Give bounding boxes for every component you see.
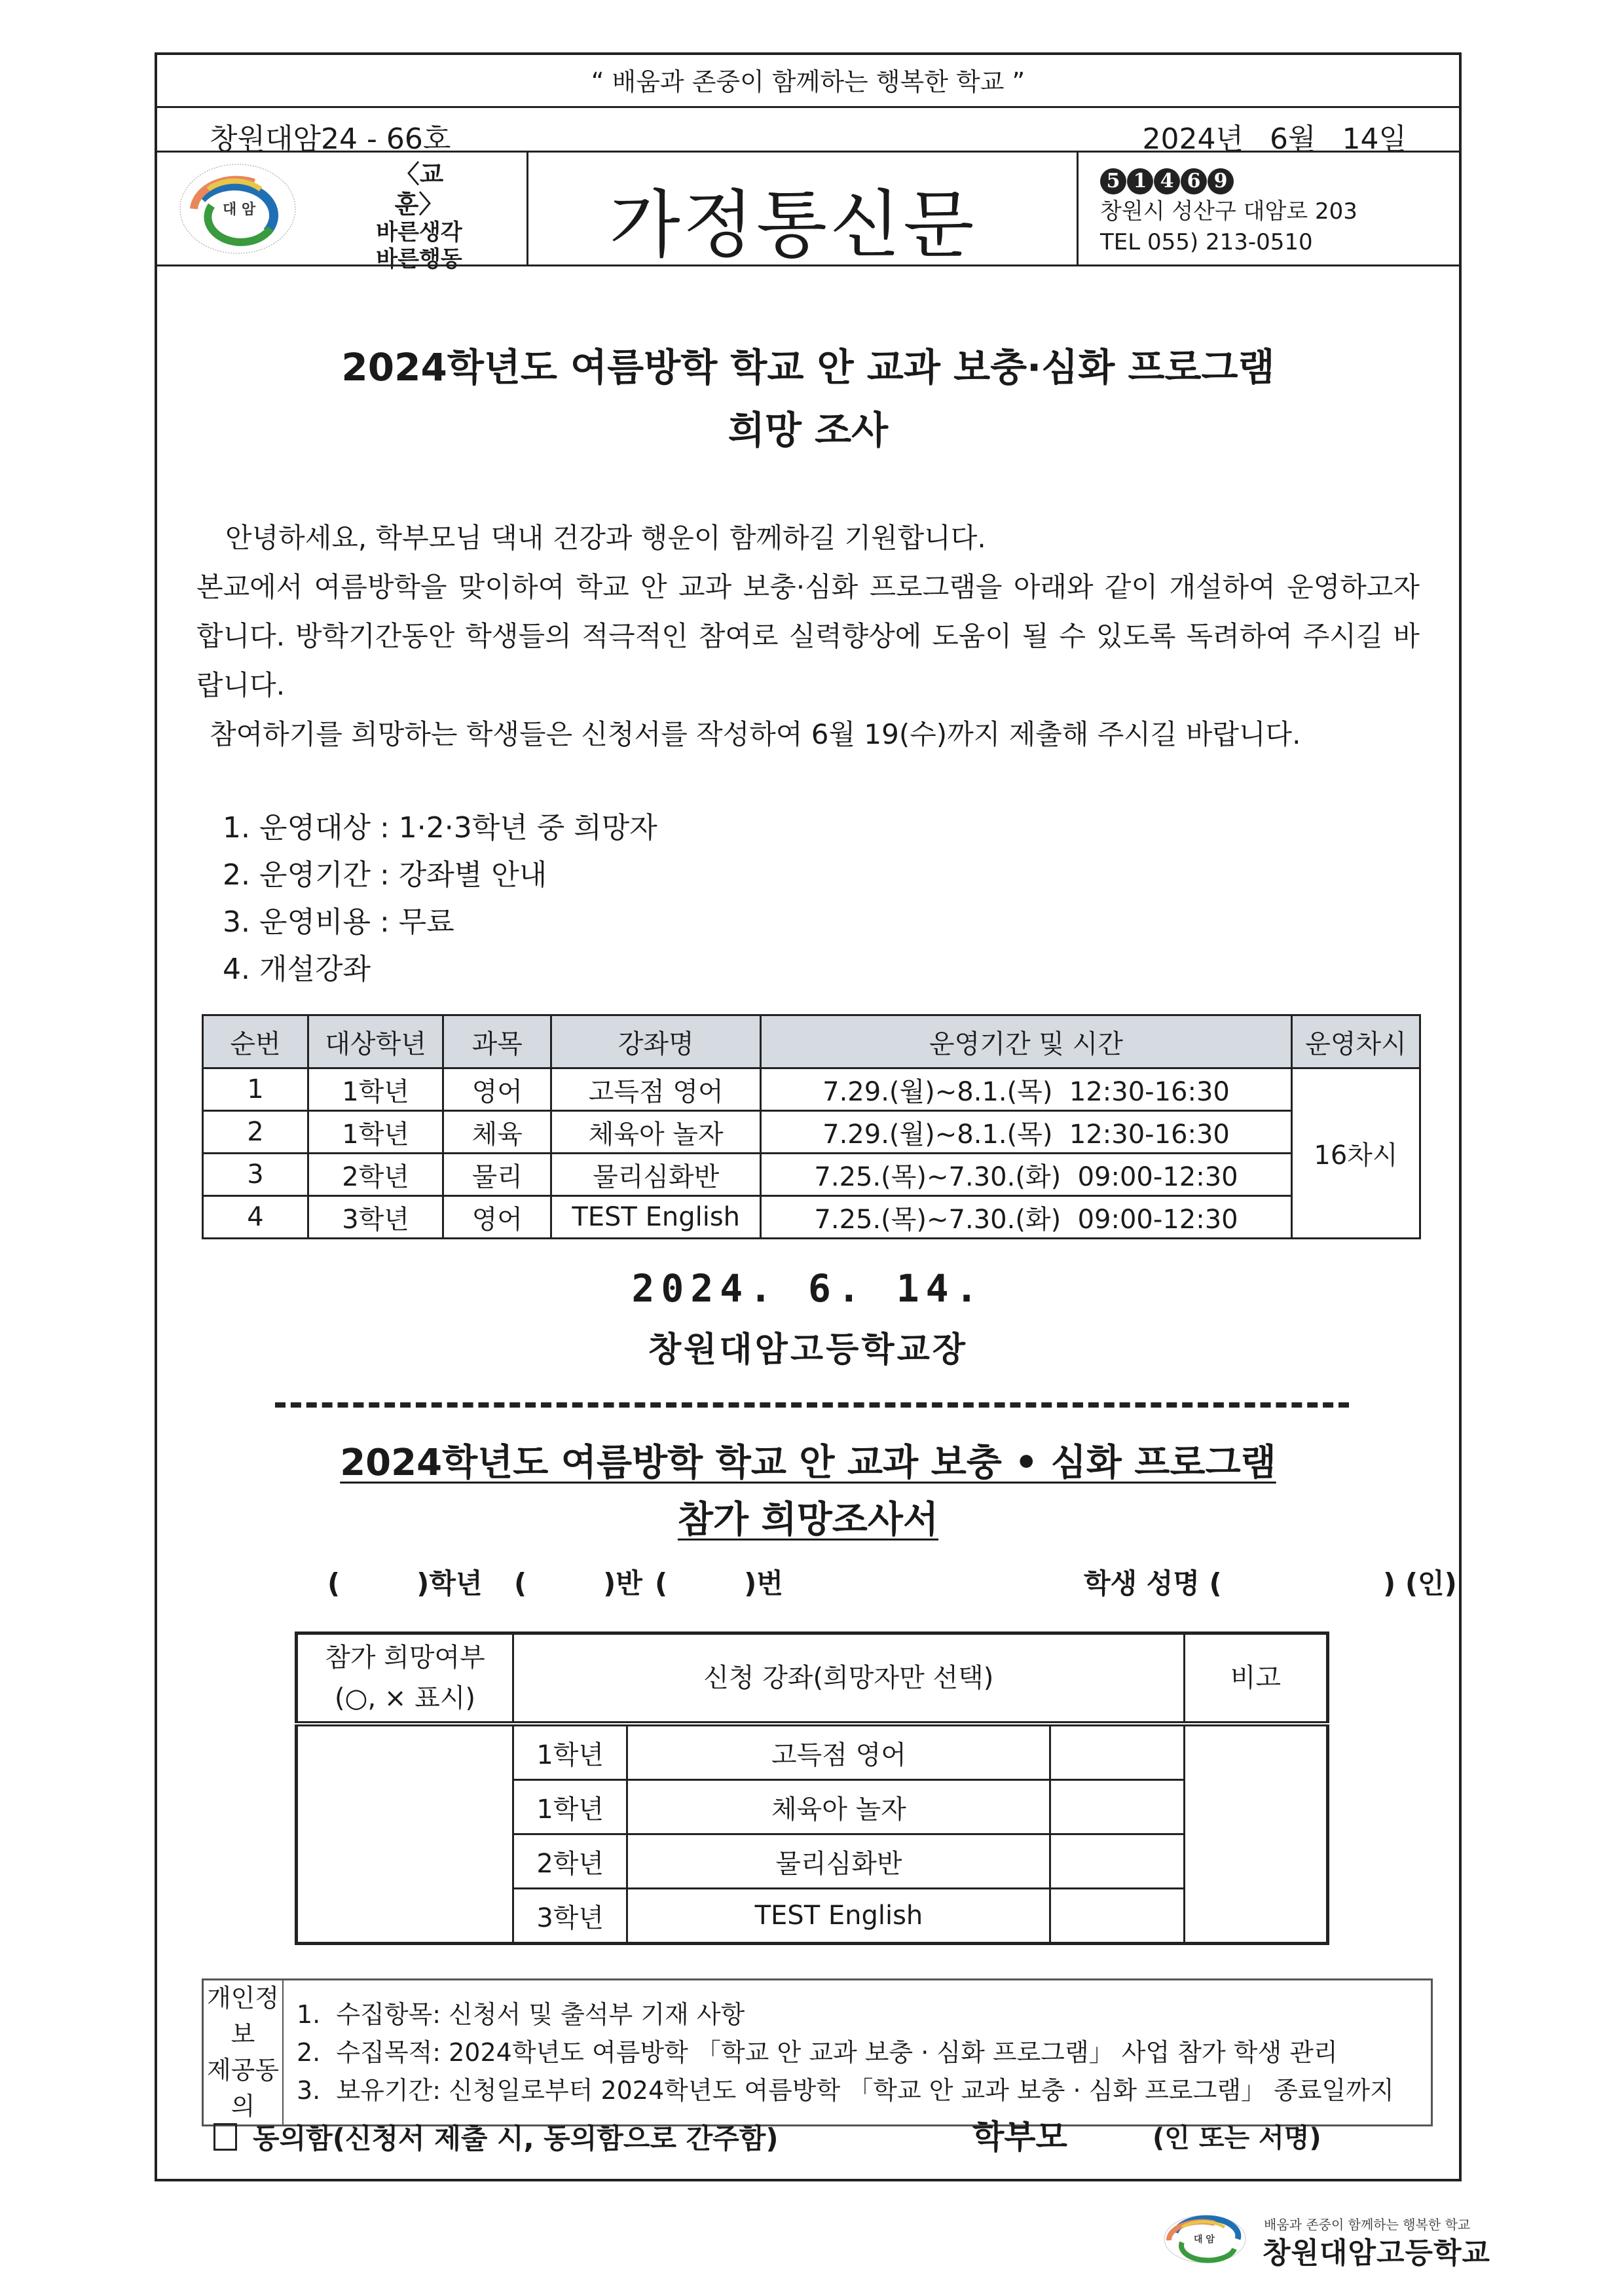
target-grade: 3학년 (308, 1196, 443, 1239)
course-period: 7.29.(월)~8.1.(목) 12:30-16:30 (761, 1068, 1292, 1111)
school-motto (373, 160, 465, 273)
selection-input[interactable] (1050, 1889, 1184, 1944)
table-header-row (297, 1633, 1328, 1724)
target-grade: 1학년 (308, 1068, 443, 1111)
label-line: 제공동의 (206, 2056, 280, 2121)
logo-text: 대 암 (223, 202, 256, 218)
postal-code (1100, 165, 1357, 196)
selection-input[interactable] (1050, 1780, 1184, 1834)
newsletter-title: 가정통신문 (609, 183, 977, 268)
target-grade: 2학년 (308, 1154, 443, 1196)
grade-field[interactable]: ( )학년 (327, 1567, 483, 1599)
column-header: 순번 (203, 1015, 308, 1068)
number-field[interactable]: ( )번 (655, 1567, 783, 1599)
document-number: 창원대암24 - 66호 (210, 122, 451, 156)
postal-digit: 5 (1100, 168, 1126, 194)
student-name-field[interactable]: 학생 성명 ( (1084, 1567, 1222, 1599)
row-number: 3 (203, 1154, 308, 1196)
grade-cell: 1학년 (513, 1780, 627, 1834)
seal-label: ) (인) (1383, 1567, 1457, 1599)
course-period: 7.25.(목)~7.30.(화) 09:00-12:30 (761, 1196, 1292, 1239)
parent-label: 학부모 (972, 2118, 1067, 2156)
privacy-item: 1. 수집항목: 신청서 및 출석부 기재 사항 (297, 2000, 745, 2030)
course-header: 신청 강좌(희망자만 선택) (513, 1633, 1184, 1724)
grade-cell: 2학년 (513, 1834, 627, 1889)
course-cell: 체육아 놀자 (627, 1780, 1050, 1834)
form-title-line: 참가 희망조사서 (677, 1498, 939, 1541)
divider (526, 151, 528, 264)
table-row (203, 1196, 1420, 1239)
student-info-line (327, 1562, 1457, 1601)
label-line: 개인정보 (206, 1984, 280, 2049)
course-name: 물리심화반 (551, 1154, 761, 1196)
grade-cell: 3학년 (513, 1889, 627, 1944)
row-number: 2 (203, 1111, 308, 1154)
form-title (157, 1435, 1459, 1549)
detail-item: 2. 운영기간 : 강좌별 안내 (223, 858, 547, 892)
issue-day: 14일 (1342, 122, 1407, 156)
subject: 영어 (443, 1196, 551, 1239)
column-header: 강좌명 (551, 1015, 761, 1068)
table-header-row (203, 1015, 1420, 1068)
motto-line: 바른행동 (376, 246, 462, 272)
row-number: 4 (203, 1196, 308, 1239)
notice-title (157, 337, 1459, 462)
form-title-line: 2024학년도 여름방학 학교 안 교과 보충 • 심화 프로그램 (340, 1442, 1276, 1484)
footer-school-name: 창원대암고등학교 (1263, 2236, 1491, 2270)
consent-label: 동의함(신청서 제출 시, 동의함으로 간주함) (253, 2123, 779, 2155)
footer-logo-text: 대 암 (1194, 2234, 1215, 2245)
divider (1077, 151, 1079, 264)
course-cell: 물리심화반 (627, 1834, 1050, 1889)
course-name: TEST English (551, 1196, 761, 1239)
course-name: 체육아 놀자 (551, 1111, 761, 1154)
course-table (202, 1014, 1421, 1239)
deadline-text: 참여하기를 희망하는 학생들은 신청서를 작성하여 6월 19(수)까지 제출해 주시길 바랍니다. (210, 718, 1301, 750)
motto-heading: 〈교 훈〉 (394, 160, 444, 219)
notice-title-line: 2024학년도 여름방학 학교 안 교과 보충·심화 프로그램 (341, 345, 1275, 390)
course-cell: TEST English (627, 1889, 1050, 1944)
participation-input[interactable] (297, 1724, 513, 1944)
document-frame (155, 52, 1462, 2181)
footer-motto: 배움과 존중이 함께하는 행복한 학교 (1264, 2217, 1471, 2232)
subject: 영어 (443, 1068, 551, 1111)
detail-item: 3. 운영비용 : 무료 (223, 905, 454, 939)
signature-field[interactable]: (인 또는 서명) (1153, 2123, 1321, 2153)
participation-header (297, 1633, 513, 1724)
motto-line: 바른생각 (376, 219, 462, 246)
column-header: 대상학년 (308, 1015, 443, 1068)
detail-item: 4. 개설강좌 (223, 953, 371, 986)
privacy-label (203, 1980, 284, 2126)
divider (157, 264, 1459, 266)
cut-line (275, 1402, 1349, 1408)
remarks-header: 비고 (1184, 1633, 1327, 1724)
table-row (203, 1111, 1420, 1154)
divider (157, 151, 1459, 153)
privacy-item: 2. 수집목적: 2024학년도 여름방학 「학교 안 교과 보충 · 심화 프로그램」 사업 참가 학생 관리 (297, 2038, 1338, 2068)
column-header: 운영기간 및 시간 (761, 1015, 1292, 1068)
remarks-input[interactable] (1184, 1724, 1327, 1944)
privacy-item: 3. 보유기간: 신청일로부터 2024학년도 여름방학 「학교 안 교과 보충 · 심화 프로그램」 종료일까지 (297, 2076, 1394, 2105)
postal-digit: 9 (1208, 168, 1234, 194)
table-row (203, 1068, 1420, 1111)
program-details (223, 805, 657, 993)
header-line: 참가 희망여부 (325, 1643, 485, 1673)
course-cell: 고득점 영어 (627, 1724, 1050, 1780)
detail-item: 1. 운영대상 : 1·2·3학년 중 희망자 (223, 811, 657, 845)
footer-logo-icon (1162, 2213, 1247, 2265)
header-line: (○, × 표시) (334, 1683, 475, 1713)
privacy-consent-box (202, 1978, 1433, 2126)
address-line: 창원시 성산구 대암로 203 (1100, 198, 1357, 225)
privacy-items (283, 1980, 1432, 2126)
postal-digit: 4 (1154, 168, 1180, 194)
course-period: 7.29.(월)~8.1.(목) 12:30-16:30 (761, 1111, 1292, 1154)
column-header: 운영차시 (1291, 1015, 1420, 1068)
postal-digit: 1 (1127, 168, 1153, 194)
selection-input[interactable] (1050, 1724, 1184, 1780)
course-period: 7.25.(목)~7.30.(화) 09:00-12:30 (761, 1154, 1292, 1196)
notice-title-line: 희망 조사 (728, 407, 889, 452)
subject: 물리 (443, 1154, 551, 1196)
target-grade: 1학년 (308, 1111, 443, 1154)
application-table (295, 1631, 1329, 1945)
column-header: 과목 (443, 1015, 551, 1068)
grade-cell: 1학년 (513, 1724, 627, 1780)
consent-checkbox[interactable] (213, 2123, 237, 2151)
divider (157, 106, 1459, 108)
course-name: 고득점 영어 (551, 1068, 761, 1111)
school-address (1100, 165, 1357, 259)
class-field[interactable]: ( )반 (514, 1567, 642, 1599)
table-row (297, 1724, 1328, 1780)
greeting: 안녕하세요, 학부모님 댁내 건강과 행운이 함께하길 기원합니다. (225, 522, 986, 554)
selection-input[interactable] (1050, 1834, 1184, 1889)
school-motto-banner: “ 배움과 존중이 함께하는 행복한 학교 ” (591, 67, 1025, 96)
signature-date: 2024. 6. 14. (631, 1266, 985, 1311)
table-row (203, 1154, 1420, 1196)
postal-digit: 6 (1181, 168, 1207, 194)
school-logo-icon (175, 160, 300, 258)
session-count: 16차시 (1291, 1068, 1420, 1239)
subject: 체육 (443, 1111, 551, 1154)
principal-name: 창원대암고등학교장 (648, 1330, 969, 1370)
issue-year: 2024년 (1142, 122, 1244, 156)
notice-body (196, 513, 1420, 759)
phone-number: TEL 055) 213-0510 (1100, 229, 1313, 256)
issue-month: 6월 (1270, 122, 1316, 156)
body-text: 본교에서 여름방학을 맞이하여 학교 안 교과 보충·심화 프로그램을 아래와 같이 개설하여 운영하고자 합니다. 방학기간동안 학생들의 적극적인 참여로 실력향상에 도움이 될 수 있도록 독려하여 주시길 바랍니다. (196, 571, 1420, 701)
consent-checkbox-row[interactable] (213, 2117, 779, 2157)
row-number: 1 (203, 1068, 308, 1111)
